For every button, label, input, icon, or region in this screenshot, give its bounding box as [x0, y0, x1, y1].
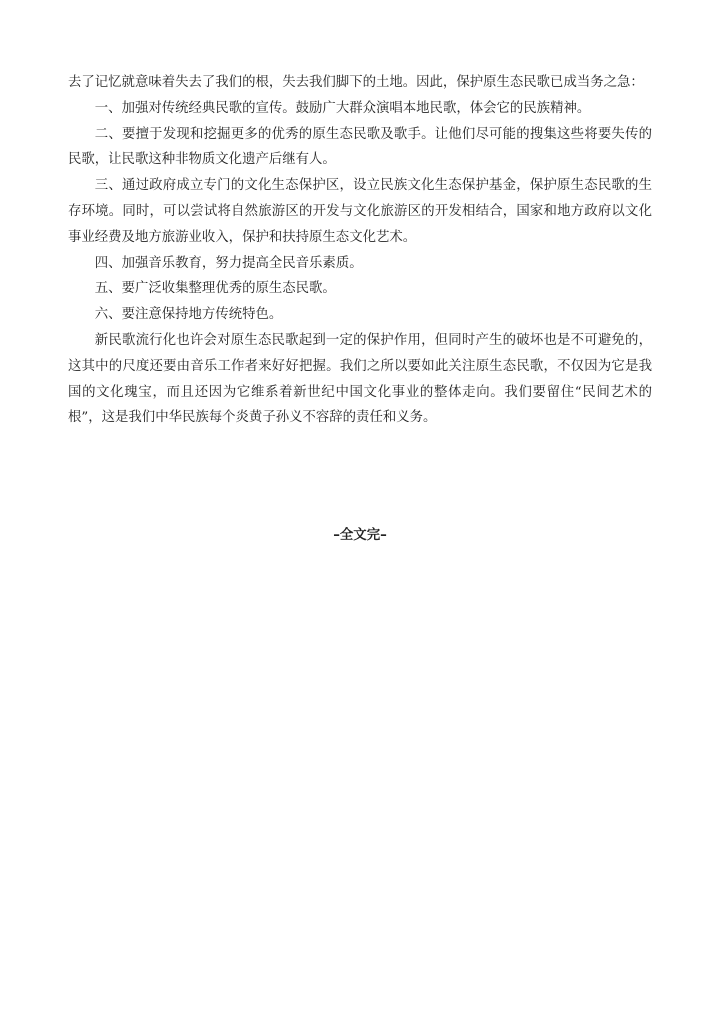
paragraph-item-2: 二、要擅于发现和挖掘更多的优秀的原生态民歌及歌手。让他们尽可能的搜集这些将要失传的民歌，让民歌这种非物质文化遗产后继有人。	[68, 126, 652, 168]
paragraph-continuation: 去了记忆就意味着失去了我们的根，失去我们脚下的土地。因此，保护原生态民歌已成当务之急：	[68, 75, 644, 90]
paragraph-item-5: 五、要广泛收集整理优秀的原生态民歌。	[94, 281, 336, 297]
document-body	[68, 70, 652, 431]
paragraph-item-6: 六、要注意保持地方传统特色。	[94, 307, 283, 323]
paragraph-item-1: 一、加强对传统经典民歌的宣传。鼓励广大群众演唱本地民歌，体会它的民族精神。	[94, 100, 591, 116]
end-of-text-mark: –全文完–	[333, 528, 387, 543]
paragraph-item-3: 三、通过政府成立专门的文化生态保护区，设立民族文化生态保护基金，保护原生态民歌的生存环境。同时，可以尝试将自然旅游区的开发与文化旅游区的开发相结合，国家和地方政府以文化事业经费及地方旅游业收入，保护和扶持原生态文化艺术。	[68, 178, 652, 245]
paragraph-item-4: 四、加强音乐教育，努力提高全民音乐素质。	[94, 255, 363, 271]
paragraph-conclusion: 新民歌流行化也许会对原生态民歌起到一定的保护作用，但同时产生的破坏也是不可避免的，这其中的尺度还要由音乐工作者来好好把握。我们之所以要如此关注原生态民歌，不仅因为它是我国的文化瑰宝，而且还因为它维系着新世纪中国文化事业的整体走向。我们要留住“民间艺术的根”，这是我们中华民族每个炎黄子孙义不容辞的责任和义务。	[68, 332, 652, 426]
